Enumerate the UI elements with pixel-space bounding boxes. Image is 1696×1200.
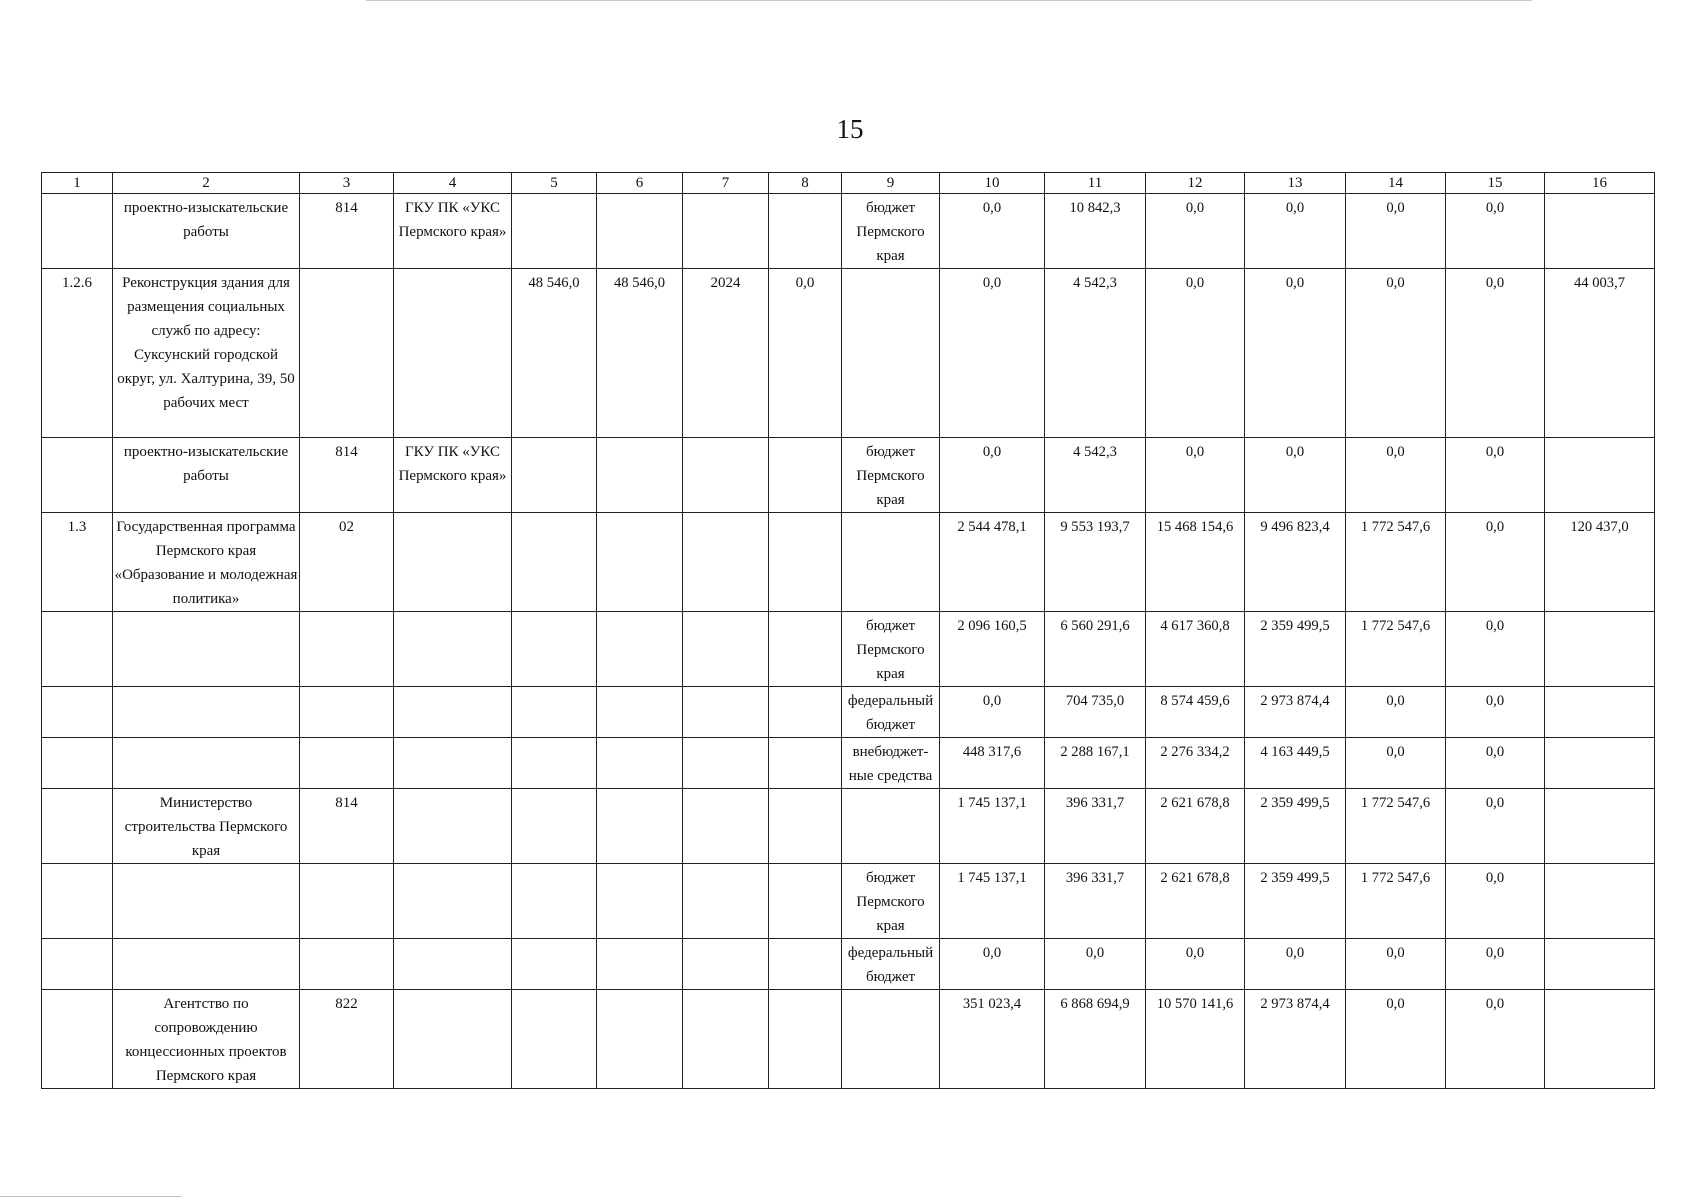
table-cell: [394, 513, 512, 612]
table-cell: [597, 513, 683, 612]
table-cell: Министерство строительства Пермского края: [113, 789, 300, 864]
table-cell: 1.3: [42, 513, 113, 612]
table-cell: [842, 269, 940, 438]
table-cell: [597, 612, 683, 687]
table-cell: 0,0: [1346, 438, 1446, 513]
column-header: 4: [394, 173, 512, 194]
table-cell: 0,0: [1446, 990, 1545, 1089]
table-cell: [1545, 738, 1655, 789]
column-header: 6: [597, 173, 683, 194]
table-cell: 48 546,0: [512, 269, 597, 438]
table-cell: [42, 194, 113, 269]
table-cell: 0,0: [1446, 194, 1545, 269]
table-cell: [769, 939, 842, 990]
table-cell: федеральный бюджет: [842, 939, 940, 990]
table-row: [42, 612, 1655, 687]
table-cell: 1 772 547,6: [1346, 789, 1446, 864]
table-row: [42, 789, 1655, 864]
table-cell: [597, 864, 683, 939]
table-row: [42, 194, 1655, 269]
table-cell: 0,0: [1446, 939, 1545, 990]
table-cell: 0,0: [940, 939, 1045, 990]
table-cell: [512, 789, 597, 864]
column-header: 12: [1146, 173, 1245, 194]
table-cell: 0,0: [1245, 438, 1346, 513]
table-cell: 0,0: [1346, 990, 1446, 1089]
table-cell: 2 973 874,4: [1245, 687, 1346, 738]
table-cell: [300, 269, 394, 438]
table-cell: [769, 990, 842, 1089]
table-cell: [113, 738, 300, 789]
table-cell: [683, 687, 769, 738]
table-cell: Агентство по сопровождению концессионных проектов Пермского края: [113, 990, 300, 1089]
table-cell: 8 574 459,6: [1146, 687, 1245, 738]
table-cell: 2 359 499,5: [1245, 612, 1346, 687]
table-cell: [512, 612, 597, 687]
page-number: 15: [836, 114, 864, 144]
table-cell: [597, 438, 683, 513]
table-cell: 1 772 547,6: [1346, 513, 1446, 612]
table-cell: 0,0: [1245, 194, 1346, 269]
table-cell: 0,0: [1446, 269, 1545, 438]
table-cell: [597, 194, 683, 269]
table-cell: 351 023,4: [940, 990, 1045, 1089]
table-cell: [683, 194, 769, 269]
table-cell: 0,0: [1346, 939, 1446, 990]
table-cell: [1545, 789, 1655, 864]
table-cell: внебюджет- ные средства: [842, 738, 940, 789]
table-cell: [769, 513, 842, 612]
table-cell: [683, 939, 769, 990]
table-row: [42, 438, 1655, 513]
table-cell: ГКУ ПК «УКС Пермского края»: [394, 194, 512, 269]
table-cell: [42, 738, 113, 789]
table-cell: [597, 939, 683, 990]
table-cell: [42, 687, 113, 738]
table-cell: 4 617 360,8: [1146, 612, 1245, 687]
table-cell: [769, 864, 842, 939]
table-cell: проектно-изыскательские работы: [113, 438, 300, 513]
table-cell: [512, 864, 597, 939]
table-cell: бюджет Пермского края: [842, 438, 940, 513]
table-cell: 4 542,3: [1045, 438, 1146, 513]
table-cell: 2 359 499,5: [1245, 864, 1346, 939]
table-cell: Государственная программа Пермского края «Образование и молодежная политика»: [113, 513, 300, 612]
table-cell: [394, 612, 512, 687]
table-cell: 4 163 449,5: [1245, 738, 1346, 789]
column-header: 11: [1045, 173, 1146, 194]
table-cell: [512, 738, 597, 789]
table-cell: федеральный бюджет: [842, 687, 940, 738]
scan-edge-line: [0, 1196, 182, 1197]
column-header: 13: [1245, 173, 1346, 194]
table-cell: 0,0: [1346, 738, 1446, 789]
table-cell: [42, 438, 113, 513]
column-header: 3: [300, 173, 394, 194]
table-cell: 0,0: [1446, 738, 1545, 789]
table-cell: 0,0: [1346, 269, 1446, 438]
column-header: 7: [683, 173, 769, 194]
column-header: 2: [113, 173, 300, 194]
table-cell: [42, 789, 113, 864]
table-cell: бюджет Пермского края: [842, 194, 940, 269]
table-cell: 2 973 874,4: [1245, 990, 1346, 1089]
table-row: [42, 513, 1655, 612]
table-row: [42, 687, 1655, 738]
table-cell: 396 331,7: [1045, 864, 1146, 939]
table-cell: [394, 939, 512, 990]
table-cell: 0,0: [1146, 269, 1245, 438]
table-cell: 0,0: [1446, 789, 1545, 864]
table-cell: [1545, 990, 1655, 1089]
table-cell: 0,0: [769, 269, 842, 438]
budget-table: [41, 172, 1655, 1089]
table-cell: [394, 864, 512, 939]
table-cell: [394, 687, 512, 738]
table-cell: [1545, 687, 1655, 738]
table-cell: 0,0: [1446, 687, 1545, 738]
table-cell: [1545, 612, 1655, 687]
table-cell: [769, 687, 842, 738]
table-cell: 6 868 694,9: [1045, 990, 1146, 1089]
table-cell: [842, 789, 940, 864]
table-row: [42, 269, 1655, 438]
table-cell: 0,0: [940, 194, 1045, 269]
table-cell: [512, 990, 597, 1089]
column-header: 10: [940, 173, 1045, 194]
column-header: 5: [512, 173, 597, 194]
table-cell: 2 276 334,2: [1146, 738, 1245, 789]
table-row: [42, 738, 1655, 789]
table-cell: [1545, 438, 1655, 513]
table-cell: 15 468 154,6: [1146, 513, 1245, 612]
table-cell: [42, 612, 113, 687]
table-cell: [769, 194, 842, 269]
table-cell: [769, 438, 842, 513]
table-cell: [683, 789, 769, 864]
table-body: [42, 194, 1655, 1089]
table-cell: [597, 990, 683, 1089]
table-cell: 396 331,7: [1045, 789, 1146, 864]
table-cell: 48 546,0: [597, 269, 683, 438]
table-cell: 0,0: [1146, 438, 1245, 513]
table-row: [42, 864, 1655, 939]
table-cell: [842, 513, 940, 612]
table-cell: 0,0: [1245, 269, 1346, 438]
column-header: 1: [42, 173, 113, 194]
table-cell: [512, 939, 597, 990]
table-cell: [394, 269, 512, 438]
table-cell: [1545, 864, 1655, 939]
table-cell: 0,0: [940, 438, 1045, 513]
table-cell: 2 096 160,5: [940, 612, 1045, 687]
column-header: 15: [1446, 173, 1545, 194]
table-cell: [300, 864, 394, 939]
table-cell: 02: [300, 513, 394, 612]
table-cell: 814: [300, 194, 394, 269]
table-cell: [300, 612, 394, 687]
table-cell: [769, 738, 842, 789]
table-cell: 1 745 137,1: [940, 789, 1045, 864]
table-cell: 0,0: [1446, 864, 1545, 939]
table-cell: 2 288 167,1: [1045, 738, 1146, 789]
table-cell: 10 842,3: [1045, 194, 1146, 269]
table-cell: 9 496 823,4: [1245, 513, 1346, 612]
table-cell: 704 735,0: [1045, 687, 1146, 738]
table-cell: [394, 990, 512, 1089]
table-cell: [512, 687, 597, 738]
table-cell: 44 003,7: [1545, 269, 1655, 438]
table-cell: [683, 513, 769, 612]
table-cell: [1545, 194, 1655, 269]
table-cell: 0,0: [1446, 612, 1545, 687]
table-cell: [512, 194, 597, 269]
table-cell: [394, 738, 512, 789]
table-cell: [300, 687, 394, 738]
table-header-row: [42, 173, 1655, 194]
table-cell: 9 553 193,7: [1045, 513, 1146, 612]
table-cell: 814: [300, 789, 394, 864]
table-cell: [769, 612, 842, 687]
table-cell: [683, 990, 769, 1089]
table-cell: 0,0: [940, 687, 1045, 738]
column-header: 8: [769, 173, 842, 194]
column-header: 14: [1346, 173, 1446, 194]
table-cell: 2 359 499,5: [1245, 789, 1346, 864]
column-header: 9: [842, 173, 940, 194]
table-cell: 0,0: [1245, 939, 1346, 990]
table-cell: 1.2.6: [42, 269, 113, 438]
table-cell: [42, 864, 113, 939]
table-cell: бюджет Пермского края: [842, 864, 940, 939]
table-cell: [512, 438, 597, 513]
table-cell: [1545, 939, 1655, 990]
table-cell: Реконструкция здания для размещения социальных служб по адресу: Суксунский городской округ, ул. Халтурина, 39, 50 рабочих мест: [113, 269, 300, 438]
table-cell: [300, 738, 394, 789]
column-header: 16: [1545, 173, 1655, 194]
table-cell: проектно-изыскательские работы: [113, 194, 300, 269]
table-cell: 2 544 478,1: [940, 513, 1045, 612]
table-cell: [769, 789, 842, 864]
table-cell: [683, 438, 769, 513]
table-row: [42, 990, 1655, 1089]
table-cell: [42, 939, 113, 990]
table-cell: [113, 864, 300, 939]
table-cell: 2024: [683, 269, 769, 438]
table-cell: 6 560 291,6: [1045, 612, 1146, 687]
table-cell: 1 772 547,6: [1346, 864, 1446, 939]
table-cell: 0,0: [1446, 513, 1545, 612]
table-cell: [42, 990, 113, 1089]
table-cell: 448 317,6: [940, 738, 1045, 789]
scan-edge-line: [366, 0, 1532, 1]
table-cell: 0,0: [1146, 939, 1245, 990]
table-cell: [683, 864, 769, 939]
table-cell: 10 570 141,6: [1146, 990, 1245, 1089]
table-cell: 4 542,3: [1045, 269, 1146, 438]
table-cell: 0,0: [1146, 194, 1245, 269]
table-cell: [512, 513, 597, 612]
table-cell: бюджет Пермского края: [842, 612, 940, 687]
table-cell: 822: [300, 990, 394, 1089]
table-cell: ГКУ ПК «УКС Пермского края»: [394, 438, 512, 513]
table-cell: 0,0: [1446, 438, 1545, 513]
table-cell: 814: [300, 438, 394, 513]
table-cell: 1 745 137,1: [940, 864, 1045, 939]
table-cell: 0,0: [1346, 194, 1446, 269]
table-cell: [113, 612, 300, 687]
table-cell: 0,0: [1346, 687, 1446, 738]
table-cell: [683, 738, 769, 789]
table-cell: 2 621 678,8: [1146, 789, 1245, 864]
table-cell: [113, 687, 300, 738]
table-row: [42, 939, 1655, 990]
table-cell: [597, 687, 683, 738]
table-cell: [113, 939, 300, 990]
table-cell: [597, 789, 683, 864]
table-cell: [683, 612, 769, 687]
table-cell: [597, 738, 683, 789]
table-cell: [394, 789, 512, 864]
table-cell: 120 437,0: [1545, 513, 1655, 612]
table-cell: 0,0: [1045, 939, 1146, 990]
table-cell: 0,0: [940, 269, 1045, 438]
table-cell: [300, 939, 394, 990]
table-cell: [842, 990, 940, 1089]
table-cell: 1 772 547,6: [1346, 612, 1446, 687]
table-cell: 2 621 678,8: [1146, 864, 1245, 939]
